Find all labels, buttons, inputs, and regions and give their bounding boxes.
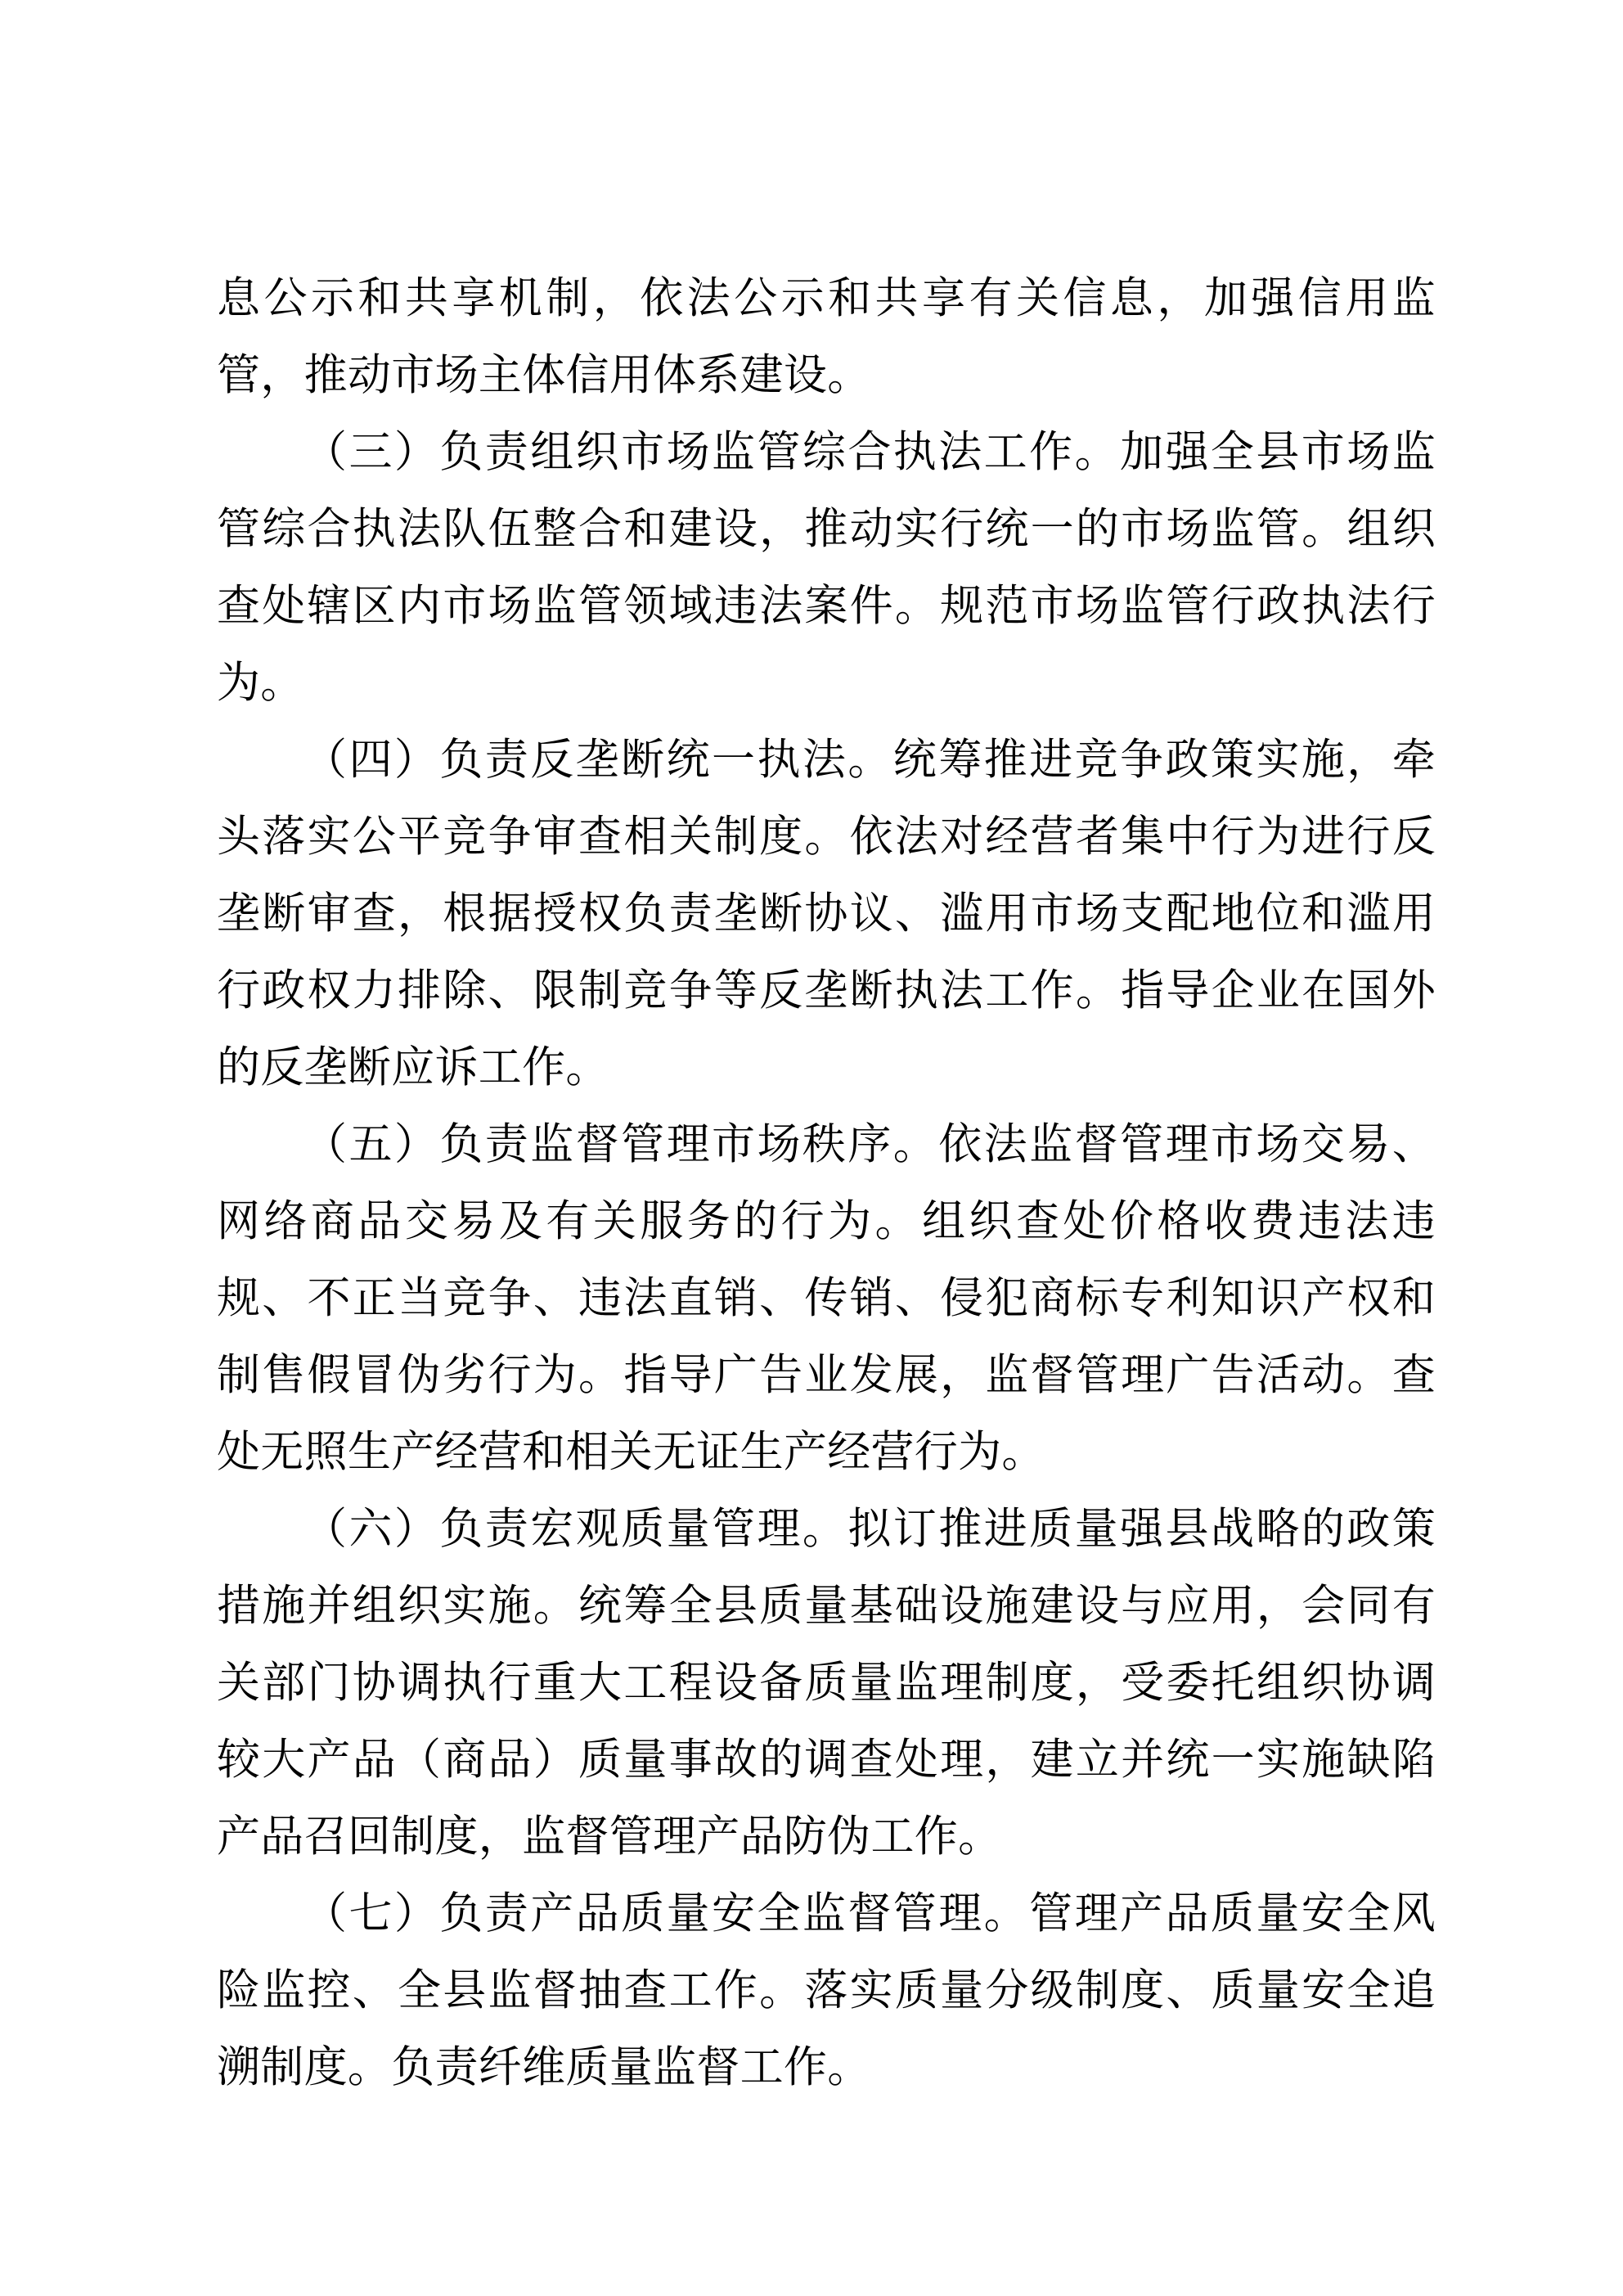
paragraph-continuation: 息公示和共享机制，依法公示和共享有关信息，加强信用监管，推动市场主体信用体系建设。 — [217, 273, 1436, 400]
paragraph-item-7: （七）负责产品质量安全监督管理。管理产品质量安全风险监控、全县监督抽查工作。落实质量分级制度、质量安全追溯制度。负责纤维质量监督工作。 — [217, 1889, 1436, 2092]
paragraph-item-5: （五）负责监督管理市场秩序。依法监督管理市场交易、网络商品交易及有关服务的行为。组织查处价格收费违法违规、不正当竞争、违法直销、传销、侵犯商标专利知识产权和制售假冒伪劣行为。指导广告业发展，监督管理广告活动。查处无照生产经营和相关无证生产经营行为。 — [217, 1119, 1436, 1477]
paragraph-item-6: （六）负责宏观质量管理。拟订推进质量强县战略的政策措施并组织实施。统筹全县质量基础设施建设与应用，会同有关部门协调执行重大工程设备质量监理制度，受委托组织协调较大产品（商品）质量事故的调查处理，建立并统一实施缺陷产品召回制度，监督管理产品防伪工作。 — [217, 1504, 1436, 1862]
paragraph-item-4: （四）负责反垄断统一执法。统筹推进竞争政策实施，牵头落实公平竞争审查相关制度。依法对经营者集中行为进行反垄断审查，根据授权负责垄断协议、滥用市场支配地位和滥用行政权力排除、限制竞争等反垄断执法工作。指导企业在国外的反垄断应诉工作。 — [217, 735, 1436, 1092]
paragraph-item-3: （三）负责组织市场监管综合执法工作。加强全县市场监管综合执法队伍整合和建设，推动实行统一的市场监管。组织查处辖区内市场监管领域违法案件。规范市场监管行政执法行为。 — [217, 427, 1436, 708]
document-text-block — [217, 260, 1436, 2106]
